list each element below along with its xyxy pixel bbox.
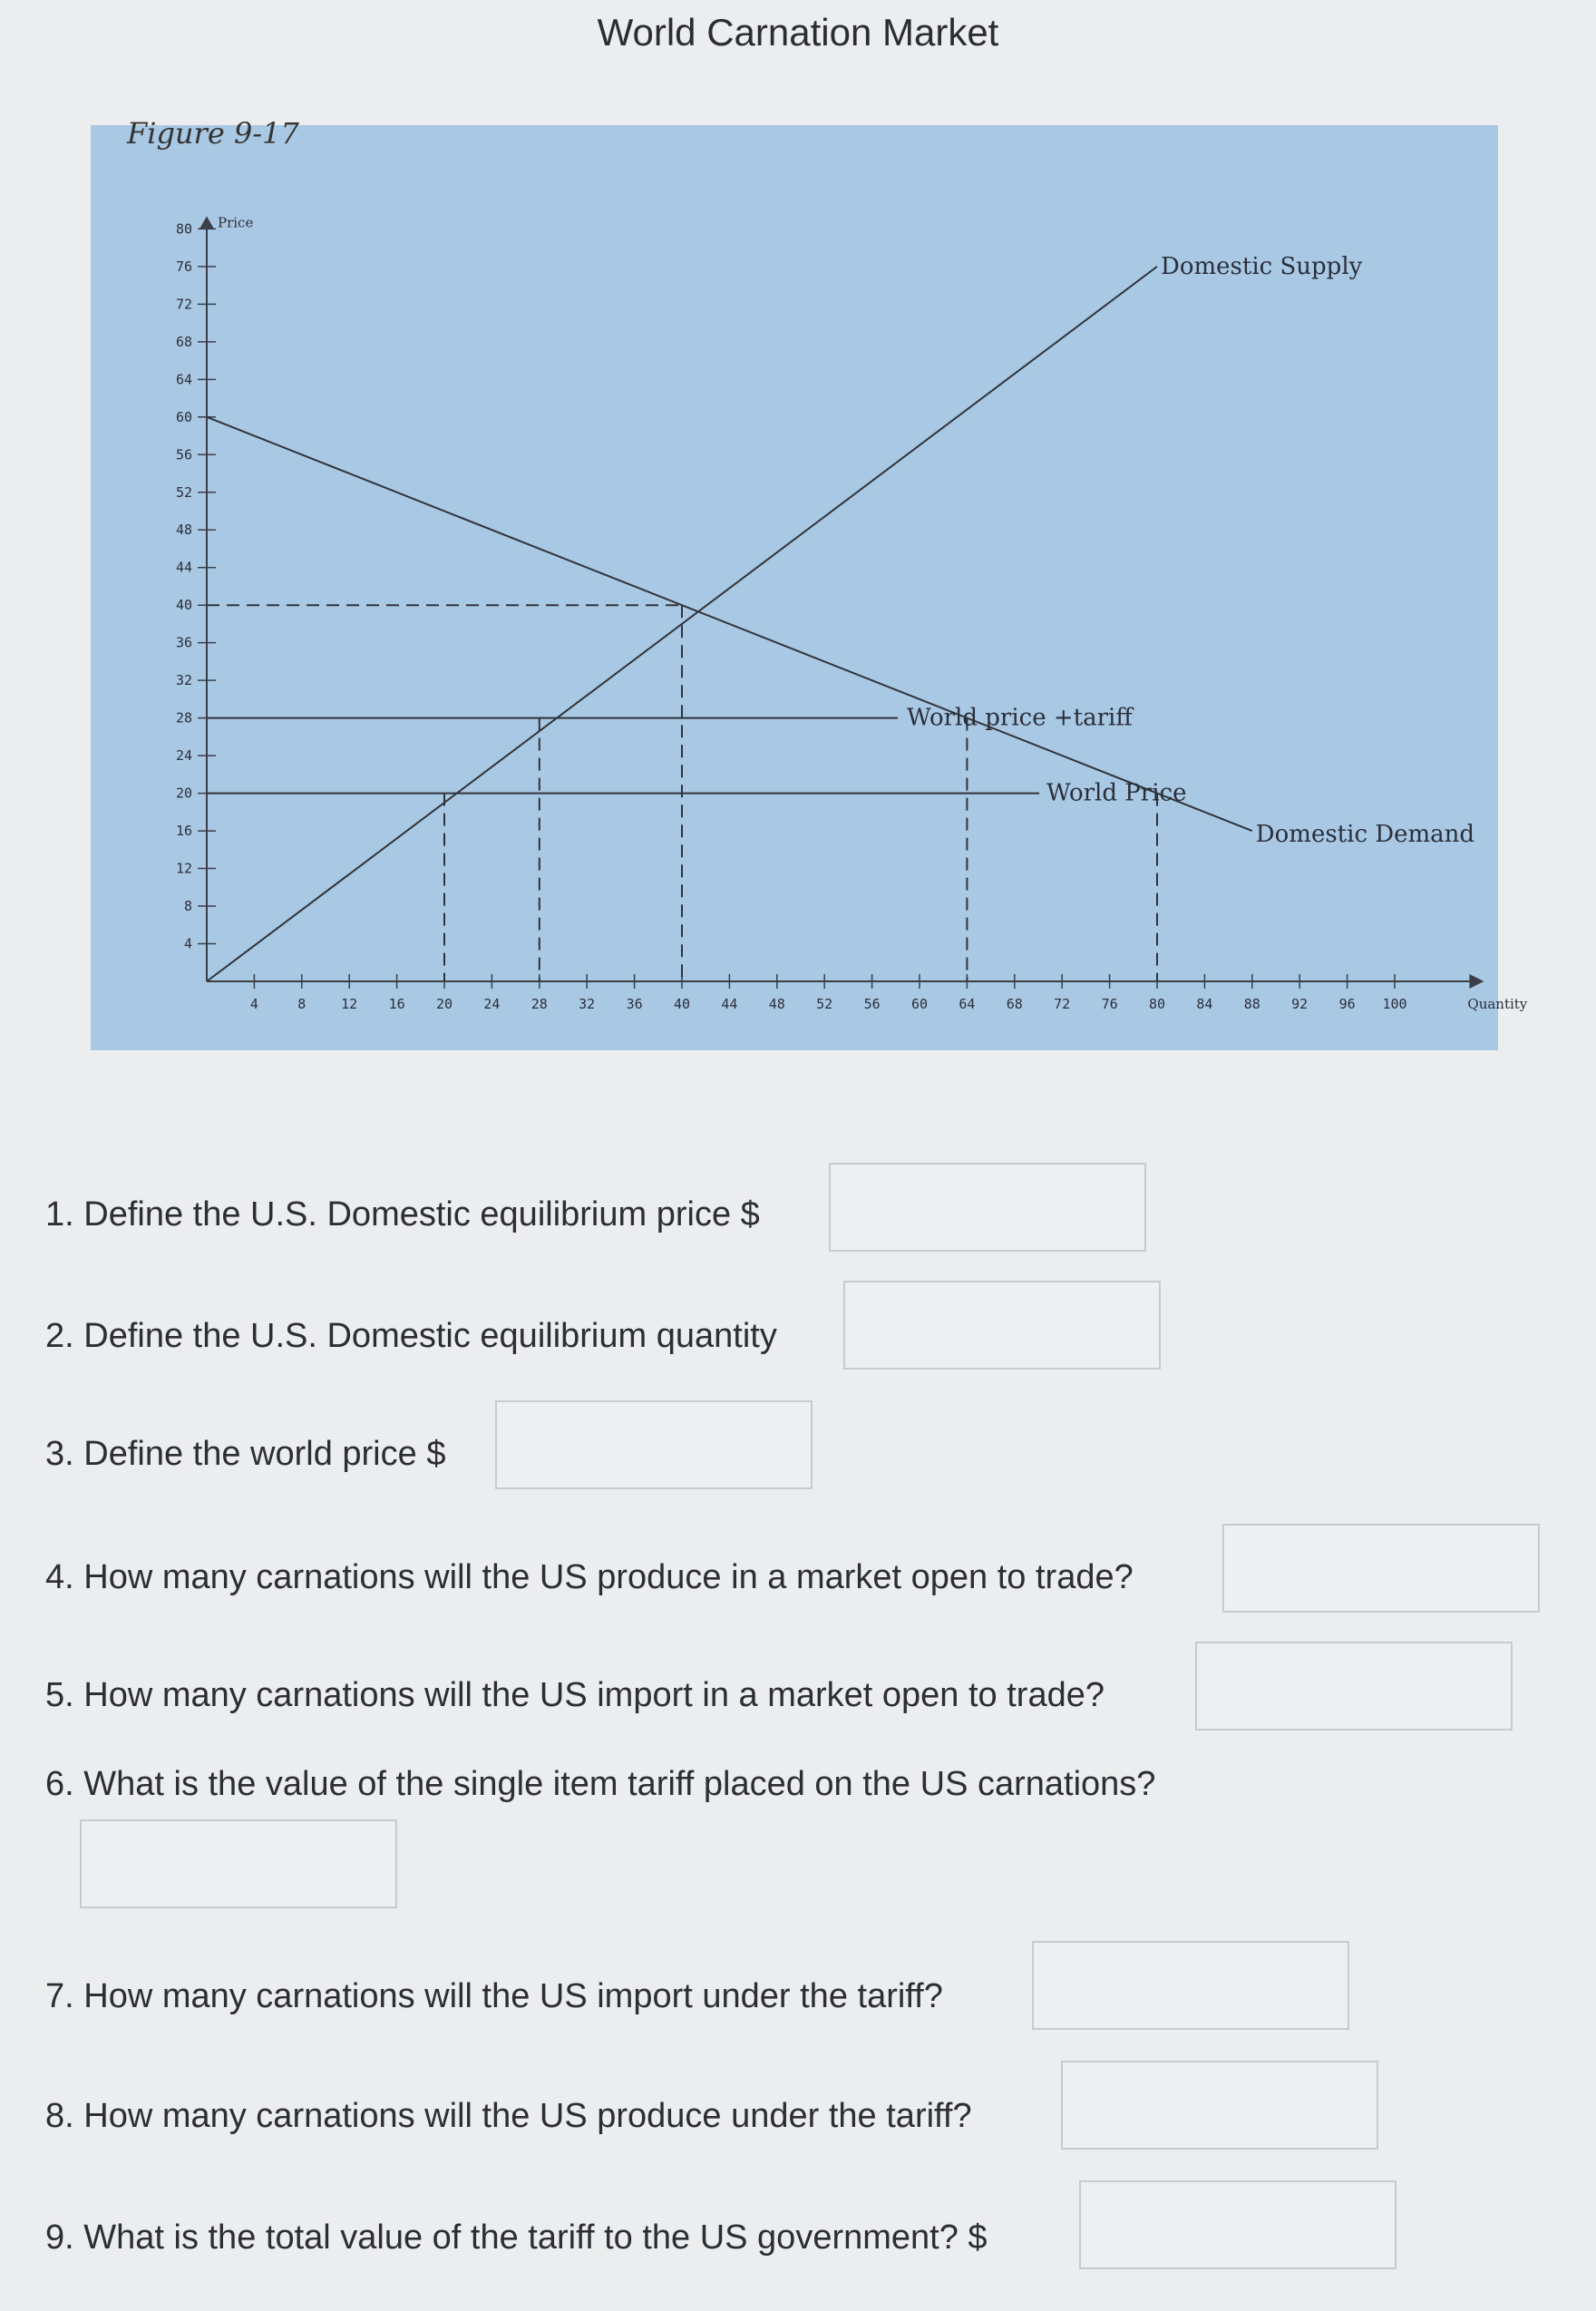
x-tick-label-68: 68: [1006, 996, 1023, 1012]
x-tick-label-84: 84: [1196, 996, 1213, 1012]
x-axis-title: Quantity: [1467, 996, 1528, 1012]
x-tick-label-28: 28: [530, 996, 548, 1012]
y-tick-label-44: 44: [175, 559, 192, 576]
question-4: 4. How many carnations will the US produce in a market open to trade?: [45, 1558, 1134, 1596]
y-axis-arrow: [200, 216, 214, 229]
question-8: 8. How many carnations will the US produce under the tariff?: [45, 2097, 972, 2135]
y-tick-label-48: 48: [175, 522, 192, 539]
question-1: 1. Define the U.S. Domestic equilibrium price $: [45, 1195, 760, 1234]
x-tick-label-16: 16: [388, 996, 405, 1012]
y-tick-label-24: 24: [175, 747, 192, 765]
answer-4-input[interactable]: [1222, 1524, 1540, 1613]
y-tick-label-4: 4: [183, 935, 192, 952]
x-tick-label-40: 40: [673, 996, 691, 1012]
x-tick-label-12: 12: [341, 996, 358, 1012]
y-tick-label-60: 60: [175, 408, 192, 425]
answer-5-input[interactable]: [1195, 1642, 1513, 1731]
question-9: 9. What is the total value of the tariff to the US government? $: [45, 2218, 988, 2257]
question-5: 5. How many carnations will the US import in a market open to trade?: [45, 1676, 1105, 1714]
x-tick-label-72: 72: [1054, 996, 1071, 1012]
question-3: 3. Define the world price $: [45, 1435, 446, 1473]
y-tick-label-36: 36: [175, 634, 192, 651]
x-tick-label-64: 64: [959, 996, 976, 1012]
answer-9-input[interactable]: [1079, 2180, 1396, 2269]
x-tick-label-80: 80: [1148, 996, 1166, 1012]
x-tick-label-48: 48: [768, 996, 785, 1012]
question-7: 7. How many carnations will the US import under the tariff?: [45, 1977, 943, 2015]
answer-2-input[interactable]: [843, 1281, 1161, 1370]
question-6: 6. What is the value of the single item tariff placed on the US carnations?: [45, 1765, 1156, 1803]
answer-7-input[interactable]: [1032, 1941, 1349, 2030]
x-tick-label-8: 8: [297, 996, 307, 1012]
y-tick-label-28: 28: [175, 709, 192, 726]
y-tick-label-72: 72: [175, 296, 192, 313]
x-tick-label-32: 32: [579, 996, 596, 1012]
y-tick-label-52: 52: [175, 483, 192, 501]
y-axis-title: Price: [218, 214, 254, 231]
y-tick-label-40: 40: [175, 597, 192, 614]
x-tick-label-100: 100: [1382, 996, 1407, 1012]
y-tick-label-76: 76: [175, 258, 192, 275]
domestic-demand-curve: [207, 417, 1252, 831]
x-tick-label-36: 36: [626, 996, 643, 1012]
answer-8-input[interactable]: [1061, 2061, 1378, 2150]
world-price-label: World Price: [1046, 779, 1187, 807]
x-tick-label-56: 56: [863, 996, 881, 1012]
y-tick-label-16: 16: [175, 823, 192, 840]
x-tick-label-44: 44: [721, 996, 738, 1012]
x-tick-label-76: 76: [1101, 996, 1118, 1012]
x-tick-label-96: 96: [1338, 996, 1356, 1012]
x-tick-label-60: 60: [910, 996, 929, 1012]
x-tick-label-88: 88: [1243, 996, 1260, 1012]
y-tick-label-8: 8: [183, 898, 192, 915]
figure-panel: [91, 125, 1528, 1050]
question-2: 2. Define the U.S. Domestic equilibrium quantity: [45, 1317, 777, 1355]
y-tick-label-64: 64: [175, 371, 192, 388]
y-tick-label-20: 20: [175, 785, 192, 802]
y-tick-label-32: 32: [175, 672, 192, 689]
domestic-supply-label: Domestic Supply: [1161, 252, 1363, 280]
y-tick-label-56: 56: [175, 446, 192, 463]
figure-label: Figure 9-17: [127, 116, 299, 151]
x-tick-label-4: 4: [249, 996, 258, 1012]
x-tick-label-24: 24: [483, 996, 501, 1012]
market-chart: [91, 125, 1528, 1050]
world-price-tariff-label: World price +tariff: [907, 704, 1133, 732]
y-tick-label-12: 12: [175, 860, 192, 877]
x-tick-label-20: 20: [435, 996, 453, 1012]
y-tick-label-80: 80: [175, 220, 192, 238]
x-axis-arrow: [1469, 974, 1484, 989]
answer-6-input[interactable]: [80, 1819, 397, 1908]
domestic-demand-label: Domestic Demand: [1255, 821, 1475, 849]
x-tick-label-92: 92: [1291, 996, 1309, 1012]
page-title: World Carnation Market: [597, 11, 999, 54]
x-tick-label-52: 52: [816, 996, 833, 1012]
answer-1-input[interactable]: [829, 1163, 1146, 1252]
y-tick-label-68: 68: [175, 333, 192, 350]
answer-3-input[interactable]: [495, 1400, 813, 1489]
